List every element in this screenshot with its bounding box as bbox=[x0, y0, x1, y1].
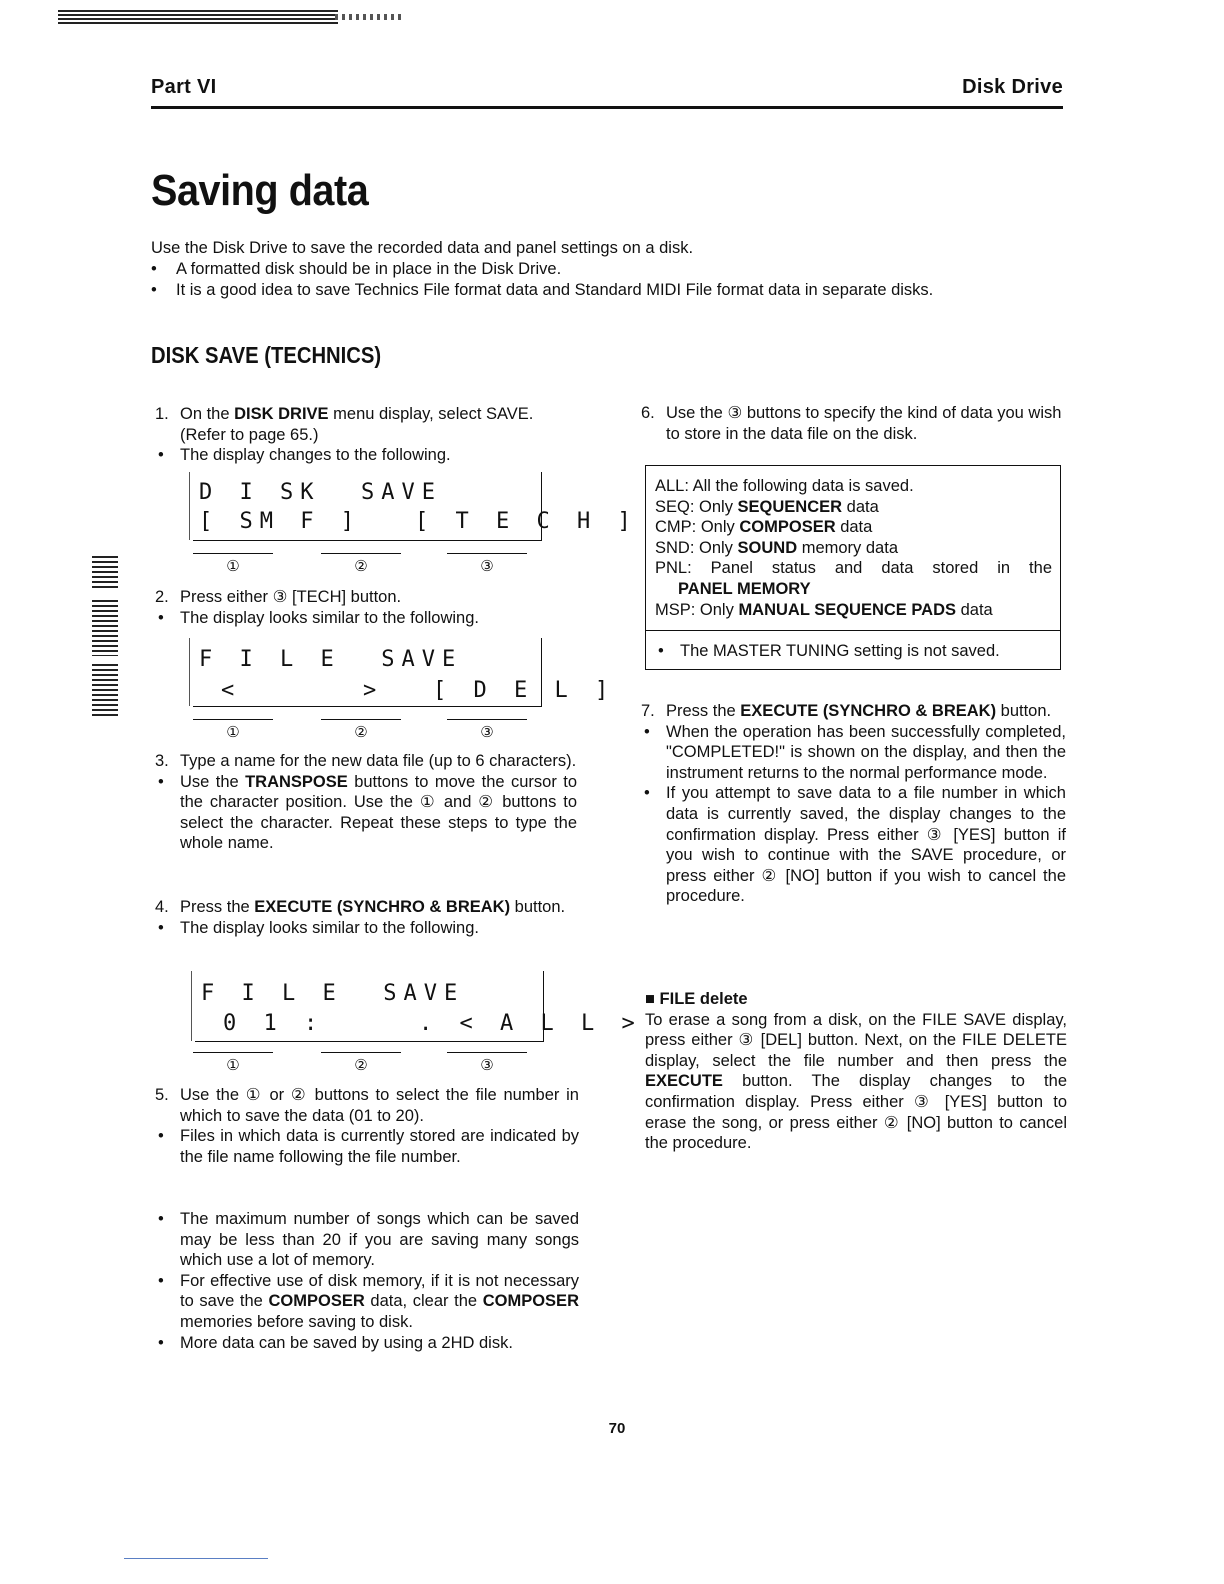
margin-mark bbox=[92, 600, 118, 656]
lcd-display-file-save bbox=[193, 638, 616, 707]
datatype-msp bbox=[655, 600, 1052, 621]
scan-artifact bbox=[335, 14, 405, 20]
bold-text: SEQUENCER bbox=[737, 497, 843, 516]
text: Use the bbox=[180, 772, 246, 791]
lcd-display-file-number bbox=[195, 971, 642, 1042]
text: Use the ① or ② buttons to select the file number in which to save the data (01 to 20). bbox=[180, 1086, 579, 1125]
button-1-label[interactable]: ① bbox=[193, 1056, 273, 1074]
bullet: • If you attempt to save data to a file number in which data is currently saved, the display changes to the confirmation display. Press either ③ [YES] button if you wish to continue with the SAVE procedure, or press either ② [NO] button if you wish to cancel the procedure. bbox=[641, 783, 1066, 907]
bullet: • Files in which data is currently stored are indicated by the file name following the file number. bbox=[155, 1126, 579, 1167]
lcd-line: [ SM F ] bbox=[199, 509, 361, 534]
bold-text: MANUAL SEQUENCE PADS bbox=[738, 600, 957, 619]
bullet: • The display looks similar to the following. bbox=[155, 918, 577, 939]
text: To erase a song from a disk, on the FILE SAVE display, press either ③ [DEL] button. Next, on the FILE DELETE display, select the file number and then press the bbox=[645, 1010, 1067, 1070]
step-number: 4. bbox=[155, 898, 169, 916]
step-6 bbox=[641, 403, 1065, 444]
lcd-button-row bbox=[193, 721, 543, 741]
file-delete bbox=[645, 989, 1067, 1154]
text: Press the bbox=[180, 898, 255, 916]
text: button. bbox=[510, 898, 566, 916]
datatype-pnl-bold bbox=[655, 579, 1052, 600]
text: button. bbox=[996, 702, 1052, 720]
bold-text: COMPOSER bbox=[482, 1292, 579, 1311]
note: • The maximum number of songs which can be saved may be less than 20 if you are saving many songs which use a lot of memory. bbox=[155, 1209, 579, 1271]
text: Use the ③ buttons to specify the kind of data you wish to store in the data file on the disk. bbox=[666, 404, 1062, 443]
datatype-seq bbox=[655, 497, 1052, 518]
datatype-cmp bbox=[655, 517, 1052, 538]
lcd-line: . < A L L > bbox=[419, 1011, 642, 1036]
lcd-line: F I L E SAVE bbox=[201, 981, 465, 1006]
lcd-display-disk-save bbox=[193, 472, 638, 541]
lcd-line: [ T E C H ] bbox=[415, 509, 638, 534]
button-3-label[interactable]: ③ bbox=[447, 723, 527, 741]
margin-mark bbox=[92, 556, 118, 590]
datatype-pnl: PNL: Panel status and data stored in the bbox=[655, 559, 1052, 578]
bold-text: EXECUTE bbox=[645, 1072, 723, 1091]
bold-text: COMPOSER bbox=[268, 1292, 365, 1311]
text: MSP: Only bbox=[655, 600, 739, 619]
file-delete-heading: ■ FILE delete bbox=[645, 990, 748, 1008]
datatype-all: ALL: All the following data is saved. bbox=[655, 477, 914, 495]
step-number: 6. bbox=[641, 404, 655, 422]
bullet: • When the operation has been successfully completed, "COMPLETED!" is shown on the display, and then the instrument returns to the normal performance mode. bbox=[641, 722, 1066, 784]
text: memory data bbox=[797, 538, 898, 557]
section-title: DISK SAVE (TECHNICS) bbox=[151, 342, 382, 368]
step-number: 1. bbox=[155, 405, 169, 423]
text: On the bbox=[180, 405, 235, 423]
text: memories before saving to disk. bbox=[180, 1312, 413, 1331]
text: CMP: Only bbox=[655, 518, 740, 537]
lcd-line: D I SK SAVE bbox=[199, 480, 442, 505]
datatype-note: • The MASTER TUNING setting is not saved. bbox=[655, 641, 1052, 662]
lcd-line: 0 1 : bbox=[223, 1011, 325, 1036]
step-4 bbox=[155, 897, 577, 938]
lcd-line: [ D E L ] bbox=[433, 678, 616, 703]
intro-lead: Use the Disk Drive to save the recorded data and panel settings on a disk. bbox=[151, 239, 694, 257]
intro bbox=[151, 238, 1063, 301]
data-type-box bbox=[645, 465, 1061, 670]
lcd-line: < bbox=[221, 678, 242, 703]
scan-artifact bbox=[58, 10, 338, 24]
text: data bbox=[842, 497, 879, 516]
step-7 bbox=[641, 701, 1066, 907]
button-1-label[interactable]: ① bbox=[193, 557, 273, 575]
text: SEQ: Only bbox=[655, 497, 738, 516]
footer-rule bbox=[124, 1558, 268, 1559]
intro-bullet: • It is a good idea to save Technics File format data and Standard MIDI File format data in separate disks. bbox=[151, 280, 1063, 301]
notes bbox=[155, 1209, 579, 1353]
text: data bbox=[835, 518, 873, 537]
text: button. The display changes to the confirmation display. Press either ③ [YES] button to erase the song, or press either ② [NO] button to cancel the procedure. bbox=[645, 1072, 1067, 1153]
button-3-label[interactable]: ③ bbox=[447, 557, 527, 575]
text: data, clear the bbox=[364, 1292, 483, 1311]
bold-text: EXECUTE (SYNCHRO & BREAK) bbox=[740, 702, 997, 720]
bold-text: SOUND bbox=[737, 538, 798, 557]
margin-mark bbox=[92, 664, 118, 718]
step-5 bbox=[155, 1085, 579, 1167]
text: Press either ③ [TECH] button. bbox=[180, 588, 402, 606]
header-rule bbox=[151, 106, 1063, 109]
button-1-label[interactable]: ① bbox=[193, 723, 273, 741]
divider bbox=[646, 630, 1060, 631]
step-number: 2. bbox=[155, 588, 169, 606]
text: Type a name for the new data file (up to 6 characters). bbox=[180, 752, 577, 770]
lcd-line: F I L E SAVE bbox=[199, 647, 463, 672]
step-number: 7. bbox=[641, 702, 655, 720]
text: menu display, select SAVE. (Refer to page 65.) bbox=[180, 405, 534, 444]
text: For effective use of disk memory, if it is not necessary to save the bbox=[180, 1271, 579, 1311]
button-2-label[interactable]: ② bbox=[321, 723, 401, 741]
bold-text: COMPOSER bbox=[739, 518, 836, 537]
page-title: Saving data bbox=[151, 166, 369, 215]
lcd-line: > bbox=[363, 678, 384, 703]
button-3-label[interactable]: ③ bbox=[447, 1056, 527, 1074]
lcd-button-row bbox=[193, 1054, 543, 1074]
bold-text: PANEL MEMORY bbox=[678, 579, 811, 598]
bold-text: DISK DRIVE bbox=[234, 405, 329, 423]
bullet: • The display looks similar to the following. bbox=[155, 608, 575, 629]
step-number: 5. bbox=[155, 1086, 169, 1104]
bullet: • The display changes to the following. bbox=[155, 445, 575, 466]
text: data bbox=[956, 600, 993, 619]
step-2 bbox=[155, 587, 575, 628]
text: SND: Only bbox=[655, 538, 738, 557]
text: Press the bbox=[666, 702, 741, 720]
step-3 bbox=[155, 751, 577, 854]
header-part: Part VI bbox=[151, 76, 217, 98]
step-number: 3. bbox=[155, 752, 169, 770]
button-2-label[interactable]: ② bbox=[321, 1056, 401, 1074]
text: buttons to move the cursor to the character position. Use the ① and ② buttons to select the character. Repeat these steps to type the whole name. bbox=[180, 772, 577, 853]
lcd-button-row bbox=[193, 555, 543, 575]
bold-text: EXECUTE (SYNCHRO & BREAK) bbox=[254, 898, 511, 916]
header-section: Disk Drive bbox=[962, 76, 1063, 98]
page-number: 70 bbox=[608, 1420, 626, 1437]
bold-text: TRANSPOSE bbox=[245, 772, 348, 791]
intro-bullet: • A formatted disk should be in place in the Disk Drive. bbox=[151, 259, 1063, 280]
step-1 bbox=[155, 404, 575, 466]
datatype-snd bbox=[655, 538, 1052, 559]
button-2-label[interactable]: ② bbox=[321, 557, 401, 575]
note: • More data can be saved by using a 2HD disk. bbox=[155, 1333, 579, 1354]
